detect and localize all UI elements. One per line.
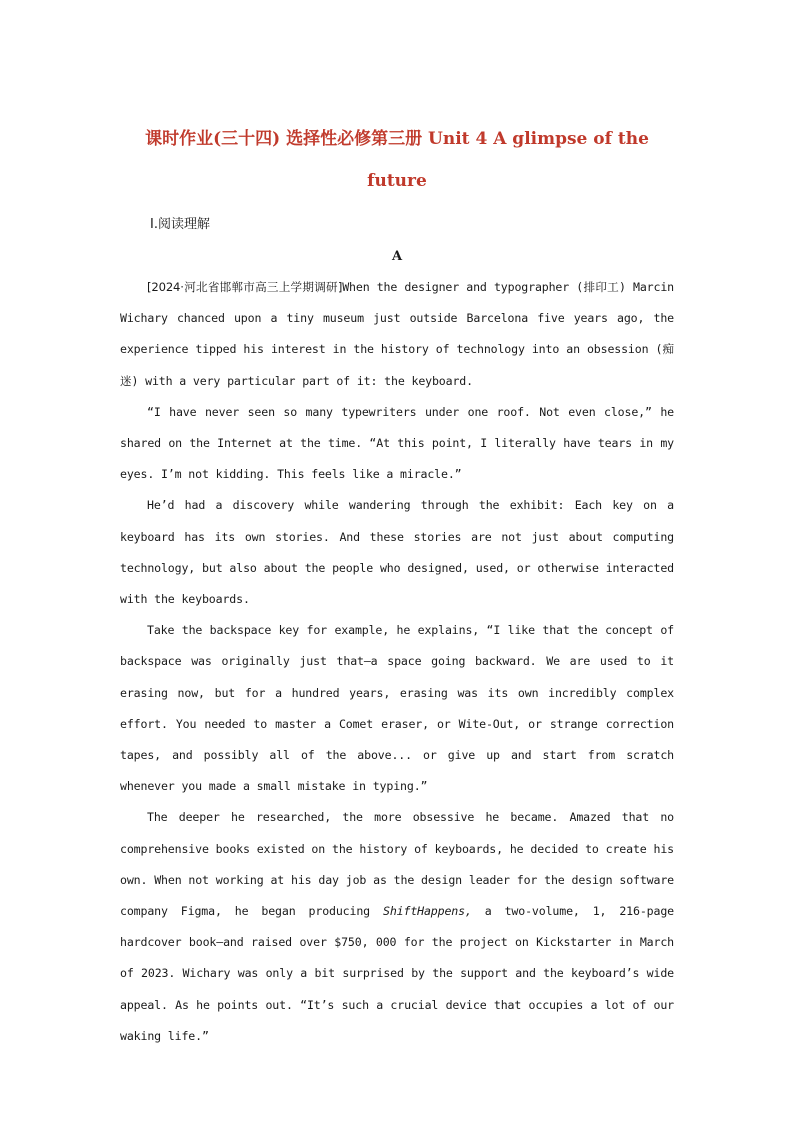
section-heading: Ⅰ.阅读理解 — [150, 217, 210, 232]
paragraph-5-text-a: The deeper he researched, the more obsessive he became. Amazed that no comprehensive books existed on the history of keyboards, he decided to create his own. When not working at his day job as the design leader for the design software company Figma, he began producing — [120, 810, 674, 919]
gloss-typographer: 排印工 — [583, 280, 619, 294]
document-page — [120, 118, 674, 1052]
paragraph-2: “I have never seen so many typewriters under one roof. Not even close,” he shared on the Internet at the time. “At this point, I literally have tears in my eyes. I’m not kidding. This feels like a miracle.” — [120, 404, 674, 482]
passage-label: A — [391, 249, 403, 264]
paragraph-1-text-c: ) with a very particular part of it: the keyboard. — [131, 373, 473, 388]
paragraph-4: Take the backspace key for example, he explains, “I like that the concept of backspace was originally just that—a space going backward. We are used to it erasing now, but for a hundred years, erasing was its own incredibly complex effort. You needed to master a Comet eraser, or Wite-Out, or strange correction tapes, and possibly all of the above... or give up and start from scratch whenever you made a small mistake in typing.” — [120, 623, 674, 794]
book-title: ShiftHappens, — [383, 904, 472, 919]
title-line-1: 课时作业(三十四) 选择性必修第三册 Unit 4 A glimpse of the — [145, 129, 649, 149]
paragraph-1-text-b: ) Marcin Wichary chanced upon a tiny museum just outside Barcelona five years ago, the experience tipped his interest in the history of technology into an obsession ( — [120, 280, 674, 357]
source-citation: [2024·河北省邯郸市高三上学期调研] — [147, 280, 343, 294]
page-title — [120, 118, 674, 202]
paragraph-3: He’d had a discovery while wandering through the exhibit: Each key on a keyboard has its own stories. And these stories are not just about computing technology, but also about the people who designed, used, or otherwise interacted with the keyboards. — [120, 498, 674, 607]
gloss-obsession: 痴迷 — [120, 342, 675, 388]
paragraph-5 — [120, 802, 674, 1052]
paragraph-1-text-a: When the designer and typographer ( — [342, 280, 584, 294]
paragraph-5-text-b: a two-volume, 1, 216-page hardcover book—and raised over $750, 000 for the project on Kickstarter in March of 2023. Wichary was only a bit surprised by the support and the keyboard’s wide appeal. As he points out. “It’s such a crucial device that occupies a lot of our waking life.” — [120, 904, 674, 1043]
title-line-2: future — [367, 171, 427, 191]
paragraph-1 — [120, 272, 674, 397]
